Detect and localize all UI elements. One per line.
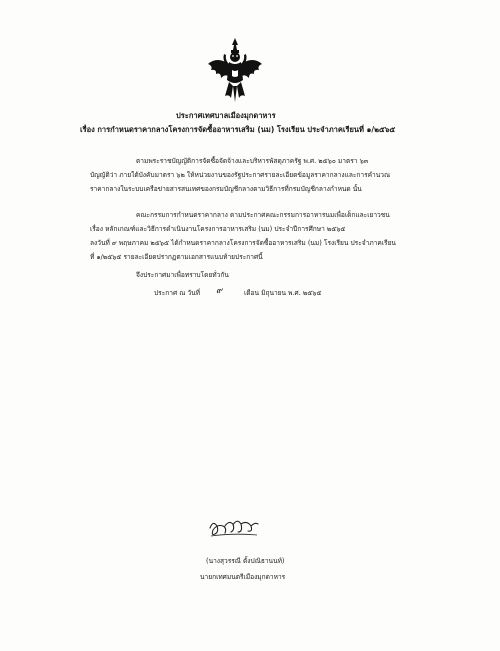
subject-line: เรื่อง การกำหนดราคากลางโครงการจัดซื้ออาหารเสริม (นม) โรงเรียน ประจำภาคเรียนที่ ๑/๒๕๖๕ [80, 125, 396, 134]
paragraph-2-line-4: ที่ ๑/๒๕๖๕ รายละเอียดปรากฏตามเอกสารแนบท้ายประกาศนี้ [90, 253, 263, 261]
paragraph-2-line-1: คณะกรรมการกำหนดราคากลาง ตามประกาศคณะกรรมการอาหารนมเพื่อเด็กและเยาวชน [136, 211, 390, 219]
paragraph-1-line-1: ตามพระราชบัญญัติการจัดซื้อจัดจ้างและบริหารพัสดุภาครัฐ พ.ศ. ๒๕๖๐ มาตรา ๖๓ [136, 157, 369, 165]
date-prefix: ประกาศ ณ วันที่ [154, 289, 201, 297]
signer-name: (นางสุวรรณี ตั้งปณิธานนท์) [206, 557, 285, 565]
handwritten-signature-icon [207, 514, 261, 540]
paragraph-2-line-3: ลงวันที่ ๙ พฤษภาคม ๒๕๖๕ ได้กำหนดราคากลางโครงการจัดซื้ออาหารเสริม (นม) โรงเรียน ประจำภาคเรียน [90, 239, 396, 247]
date-day: ๙ [216, 286, 223, 296]
paragraph-1-line-3: ราคากลางในระบบเครือข่ายสารสนเทศของกรมบัญชีกลางตามวิธีการที่กรมบัญชีกลางกำหนด นั้น [90, 185, 362, 193]
date-month-year: เดือน มิถุนายน พ.ศ. ๒๕๖๕ [244, 289, 322, 297]
garuda-emblem-icon [205, 36, 265, 104]
closing-statement: จึงประกาศมาเพื่อทราบโดยทั่วกัน [136, 271, 229, 279]
paragraph-1-line-2: บัญญัติว่า ภายใต้บังคับมาตรา ๖๒ ให้หน่วยงานของรัฐประกาศรายละเอียดข้อมูลราคากลางและการคำนวณ [90, 171, 391, 179]
paragraph-2-line-2: เรื่อง หลักเกณฑ์และวิธีการดำเนินงานโครงการอาหารเสริม (นม) ประจำปีการศึกษา ๒๕๖๕ [90, 225, 346, 233]
signer-position: นายกเทศมนตรีเมืองมุกดาหาร [200, 573, 286, 581]
org-title: ประกาศเทศบาลเมืองมุกดาหาร [176, 111, 276, 120]
